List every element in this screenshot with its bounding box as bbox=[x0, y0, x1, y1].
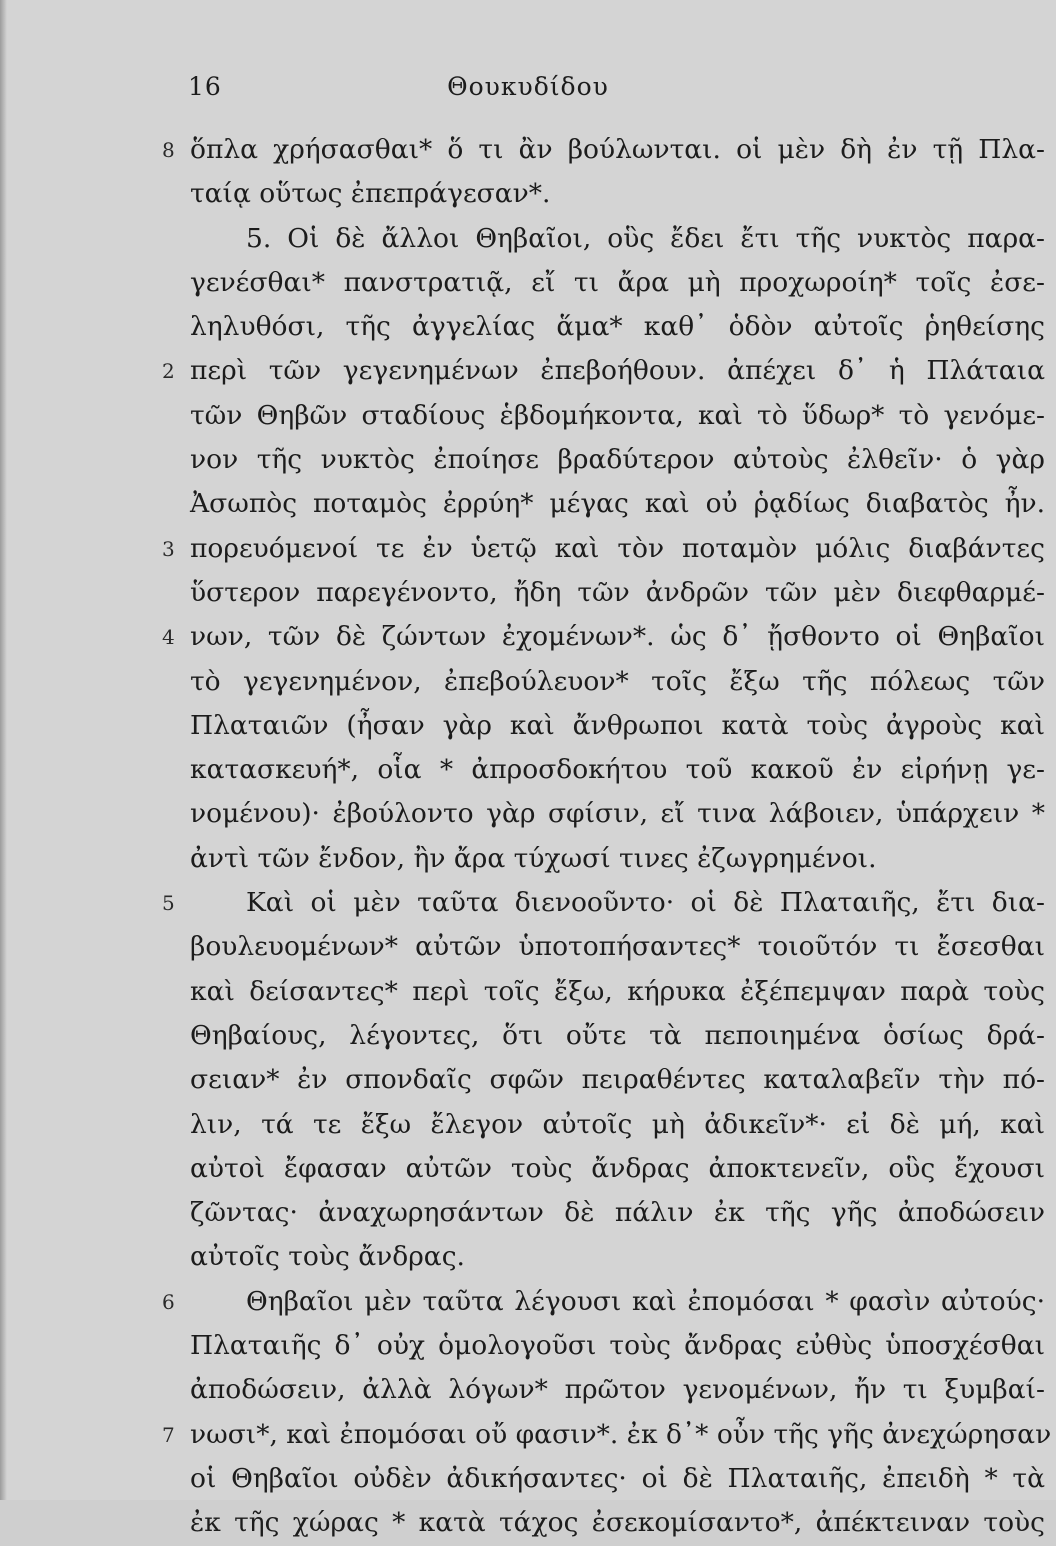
section-number: 6 bbox=[162, 1289, 175, 1314]
text-line bbox=[0, 172, 1056, 216]
line-text: ἀντὶ τῶν ἔνδον, ἢν ἄρα τύχωσί τινες ἐζωγρημένοι. bbox=[190, 842, 877, 874]
line-text: ὕστερον παρεγένοντο, ἤδη τῶν ἀνδρῶν τῶν μὲν διεφθαρμέ- bbox=[190, 576, 1045, 608]
line-text: Ἀσωπὸς ποταμὸς ἐρρύη* μέγας καὶ οὐ ῥᾳδίως διαβατὸς ἦν. bbox=[190, 488, 1045, 520]
section-number: 8 bbox=[162, 138, 175, 162]
text-line bbox=[0, 1191, 1056, 1235]
text-line bbox=[0, 1103, 1056, 1147]
line-text: ταίᾳ οὕτως ἐπεπράγεσαν*. bbox=[190, 178, 551, 210]
line-text: Καὶ οἱ μὲν ταῦτα διενοοῦντο· οἱ δὲ Πλαταιῆς, ἔτι δια- bbox=[246, 887, 1045, 919]
line-text: λιν, τά τε ἔξω ἔλεγον αὐτοῖς μὴ ἀδικεῖν*· εἰ δὲ μή, καὶ bbox=[190, 1108, 1045, 1140]
section-number: 5 bbox=[162, 891, 175, 916]
text-line bbox=[0, 217, 1056, 261]
line-text: νωσι*, καὶ ἐπομόσαι οὔ φασιν*. ἐκ δ᾽* οὖν τῆς γῆς ἀνεχώρησαν bbox=[190, 1418, 1052, 1450]
text-line bbox=[0, 792, 1056, 836]
line-text: Πλαταιῶν (ἦσαν γὰρ καὶ ἄνθρωποι κατὰ τοὺς ἀγροὺς καὶ bbox=[190, 709, 1045, 741]
text-line bbox=[0, 1457, 1056, 1501]
text-line bbox=[0, 527, 1056, 571]
text-line bbox=[0, 1368, 1056, 1412]
line-text: αὐτοὶ ἔφασαν αὐτῶν τοὺς ἄνδρας ἀποκτενεῖν, οὓς ἔχουσι bbox=[190, 1152, 1045, 1184]
text-line bbox=[0, 1058, 1056, 1102]
line-text: νον τῆς νυκτὸς ἐποίησε βραδύτερον αὐτοὺς ἐλθεῖν· ὁ γὰρ bbox=[190, 444, 1045, 476]
page-number: 16 bbox=[188, 72, 222, 101]
line-text: τῶν Θηβῶν σταδίους ἑβδομήκοντα, καὶ τὸ ὕδωρ* τὸ γενόμε- bbox=[190, 399, 1045, 431]
line-text: σειαν* ἐν σπονδαῖς σφῶν πειραθέντες καταλαβεῖν τὴν πό- bbox=[190, 1064, 1045, 1096]
line-text: Πλαταιῆς δ᾽ οὐχ ὁμολογοῦσι τοὺς ἄνδρας εὐθὺς ὑποσχέσθαι bbox=[190, 1330, 1045, 1362]
text-line bbox=[0, 1014, 1056, 1058]
text-line bbox=[0, 438, 1056, 482]
line-text: κατασκευή*, οἷα * ἀπροσδοκήτου τοῦ κακοῦ ἐν εἰρήνῃ γε- bbox=[190, 754, 1045, 786]
line-text: Θηβαίους, λέγοντες, ὅτι οὔτε τὰ πεποιημένα ὁσίως δρά- bbox=[190, 1019, 1045, 1051]
line-text: βουλευομένων* αὐτῶν ὑποτοπήσαντες* τοιοῦτόν τι ἔσεσθαι bbox=[190, 931, 1045, 963]
text-line bbox=[0, 394, 1056, 438]
text-line bbox=[0, 704, 1056, 748]
line-text: καὶ δείσαντες* περὶ τοῖς ἔξω, κήρυκα ἐξέπεμψαν παρὰ τοὺς bbox=[190, 975, 1045, 1007]
line-text: αὐτοῖς τοὺς ἄνδρας. bbox=[190, 1241, 465, 1273]
text-line bbox=[0, 837, 1056, 881]
greek-text-body bbox=[0, 128, 1056, 1546]
text-line bbox=[0, 615, 1056, 659]
line-text: νομένου)· ἐβούλοντο γὰρ σφίσιν, εἴ τινα λάβοιεν, ὑπάρχειν * bbox=[190, 798, 1045, 830]
section-number: 7 bbox=[162, 1422, 175, 1447]
text-line bbox=[0, 349, 1056, 393]
line-text: ἀποδώσειν, ἀλλὰ λόγων* πρῶτον γενομένων, ἤν τι ξυμβαί- bbox=[190, 1374, 1045, 1406]
text-line bbox=[0, 1235, 1056, 1279]
line-text: γενέσθαι* πανστρατιᾷ, εἴ τι ἄρα μὴ προχωροίη* τοῖς ἐσε- bbox=[190, 266, 1045, 298]
running-title: Θουκυδίδου bbox=[447, 72, 609, 101]
page-header bbox=[0, 72, 1056, 106]
text-line bbox=[0, 1147, 1056, 1191]
text-line bbox=[0, 261, 1056, 305]
line-text: ληλυθόσι, τῆς ἀγγελίας ἅμα* καθ᾽ ὁδὸν αὐτοῖς ῥηθείσης bbox=[190, 311, 1045, 343]
line-text: νων, τῶν δὲ ζώντων ἐχομένων*. ὡς δ᾽ ᾔσθοντο οἱ Θηβαῖοι bbox=[190, 621, 1045, 653]
text-line bbox=[0, 660, 1056, 704]
text-line bbox=[0, 482, 1056, 526]
section-number: 4 bbox=[162, 625, 175, 650]
line-text: ζῶντας· ἀναχωρησάντων δὲ πάλιν ἐκ τῆς γῆς ἀποδώσειν bbox=[190, 1197, 1045, 1229]
text-line bbox=[0, 1280, 1056, 1324]
text-line bbox=[0, 305, 1056, 349]
text-line bbox=[0, 1413, 1056, 1457]
line-text: ὅπλα χρήσασθαι* ὅ τι ἂν βούλωνται. οἱ μὲν δὴ ἐν τῇ Πλα- bbox=[190, 134, 1045, 165]
line-text: περὶ τῶν γεγενημένων ἐπεβοήθουν. ἀπέχει δ᾽ ἡ Πλάταια bbox=[190, 355, 1045, 387]
text-line bbox=[0, 128, 1056, 172]
section-number: 2 bbox=[162, 359, 175, 384]
line-text: ἐκ τῆς χώρας * κατὰ τάχος ἐσεκομίσαντο*, ἀπέκτειναν τοὺς bbox=[190, 1507, 1045, 1539]
line-text: 5. Οἱ δὲ ἄλλοι Θηβαῖοι, οὓς ἔδει ἔτι τῆς νυκτὸς παρα- bbox=[246, 222, 1045, 254]
text-line bbox=[0, 748, 1056, 792]
line-text: οἱ Θηβαῖοι οὐδὲν ἀδικήσαντες· οἱ δὲ Πλαταιῆς, ἐπειδὴ * τὰ bbox=[190, 1462, 1045, 1494]
line-text: Θηβαῖοι μὲν ταῦτα λέγουσι καὶ ἐπομόσαι * φασὶν αὐτούς· bbox=[246, 1285, 1045, 1317]
text-line bbox=[0, 571, 1056, 615]
line-text: τὸ γεγενημένον, ἐπεβούλευον* τοῖς ἔξω τῆς πόλεως τῶν bbox=[190, 665, 1045, 697]
text-line bbox=[0, 1324, 1056, 1368]
section-number: 3 bbox=[162, 536, 175, 561]
line-text: πορευόμενοί τε ἐν ὑετῷ καὶ τὸν ποταμὸν μόλις διαβάντες bbox=[190, 532, 1045, 564]
text-line bbox=[0, 970, 1056, 1014]
text-line bbox=[0, 881, 1056, 925]
text-line bbox=[0, 1501, 1056, 1545]
text-line bbox=[0, 925, 1056, 969]
